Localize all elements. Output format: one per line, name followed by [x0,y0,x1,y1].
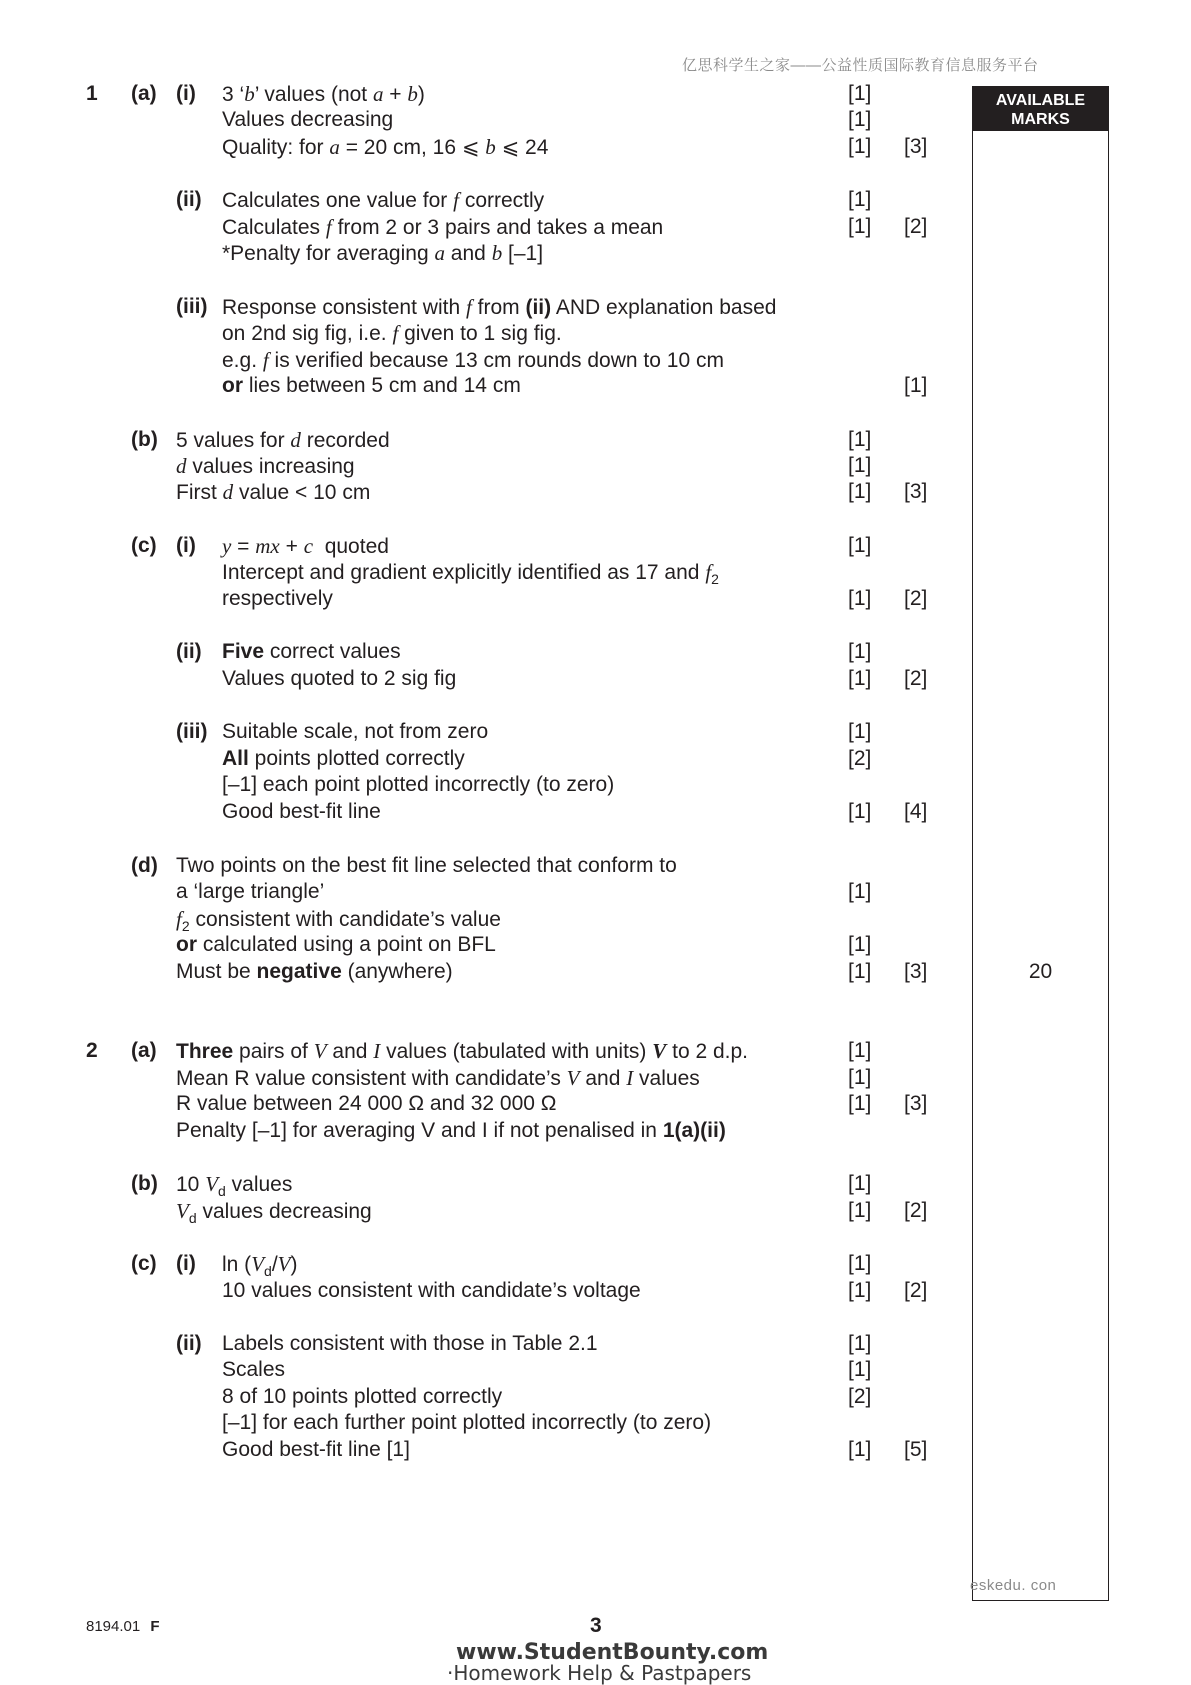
sub-question-label: (d) [131,854,158,877]
available-marks-total: 20 [1028,960,1053,983]
mark-criterion-text: Calculates f from 2 or 3 pairs and takes a mean [222,215,664,239]
mark-criterion-text: on 2nd sig fig, i.e. f given to 1 sig fig. [222,321,562,345]
mark-criterion-text: [–1] for each further point plotted incorrectly (to zero) [222,1411,712,1434]
criterion-mark: [1] [848,1066,872,1089]
criterion-mark: [1] [848,188,872,211]
mark-criterion-text: y = mx + c quoted [222,534,389,558]
mark-criterion-text: 3 ‘b’ values (not a + b) [222,82,425,106]
mark-criterion-text: Suitable scale, not from zero [222,720,489,743]
criterion-mark: [1] [848,1279,872,1302]
watermark-top: 亿思科学生之家——公益性质国际教育信息服务平台 [682,57,1039,74]
criterion-mark: [1] [848,960,872,983]
mark-criterion-text: *Penalty for averaging a and b [–1] [222,241,544,265]
criterion-mark: [1] [848,135,872,158]
criterion-mark: [1] [848,1358,872,1381]
mark-criterion-text: Must be negative (anywhere) [176,960,453,983]
mark-criterion-text: 10 values consistent with candidate’s voltage [222,1279,641,1302]
mark-criterion-text: Scales [222,1358,286,1381]
watermark-bottom: eskedu. con [970,1577,1057,1594]
part-total-mark: [3] [904,480,928,503]
mark-criterion-text: d values increasing [176,454,355,478]
part-total-mark: [3] [904,1092,928,1115]
criterion-mark: [2] [848,1385,872,1408]
criterion-mark: [1] [848,1039,872,1062]
criterion-mark: [1] [848,480,872,503]
page-number: 3 [590,1614,602,1637]
criterion-mark: [1] [848,108,872,131]
mark-criterion-text: Calculates one value for f correctly [222,188,545,212]
part-label: (iii) [176,720,208,743]
part-total-mark: [2] [904,215,928,238]
criterion-mark: [1] [848,587,872,610]
criterion-mark: [1] [848,1092,872,1115]
part-total-mark: [3] [904,960,928,983]
mark-criterion-text: Good best-fit line [1] [222,1438,410,1461]
mark-criterion-text: Good best-fit line [222,800,381,823]
mark-criterion-text: [–1] each point plotted incorrectly (to zero) [222,773,615,796]
criterion-mark: [1] [848,1172,872,1195]
criterion-mark: [1] [848,1332,872,1355]
part-label: (i) [176,534,196,557]
criterion-mark: [1] [848,215,872,238]
part-label: (i) [176,82,196,105]
mark-criterion-text: or lies between 5 cm and 14 cm [222,374,521,397]
part-label: (ii) [176,188,202,211]
criterion-mark: [1] [848,1199,872,1222]
mark-criterion-text: Intercept and gradient explicitly identified as 17 and $f_2$ [222,560,719,588]
mark-criterion-text: Values decreasing [222,108,394,131]
question-number: 1 [86,82,98,105]
criterion-mark: [1] [848,534,872,557]
part-label: (iii) [176,295,208,318]
paper-code [86,1618,160,1635]
criterion-mark: [1] [848,720,872,743]
part-total-mark: [2] [904,667,928,690]
part-total-mark: [3] [904,135,928,158]
criterion-mark: [1] [848,800,872,823]
studentbounty-logo-tagline: ·Homework Help & Pastpapers [447,1661,752,1685]
mark-criterion-text: e.g. f is verified because 13 cm rounds down to 10 cm [222,348,724,372]
criterion-mark: [1] [848,667,872,690]
mark-criterion-text: Quality: for a = 20 cm, 16 ⩽ b ⩽ 24 [222,135,549,159]
sub-question-label: (a) [131,1039,157,1062]
question-number: 2 [86,1039,98,1062]
mark-criterion-text: Two points on the best fit line selected that conform to [176,854,677,877]
criterion-mark: [2] [848,747,872,770]
part-total-mark: [2] [904,587,928,610]
mark-criterion-text: $f_2$ consistent with candidate’s value [176,907,501,935]
part-label: (ii) [176,640,202,663]
criterion-mark: [1] [848,933,872,956]
mark-criterion-text: First d value < 10 cm [176,480,371,504]
part-total-mark: [2] [904,1279,928,1302]
criterion-mark: [1] [848,880,872,903]
mark-criterion-text: Labels consistent with those in Table 2.1 [222,1332,598,1355]
mark-criterion-text: a ‘large triangle’ [176,880,325,903]
mark-criterion-text: 5 values for d recorded [176,428,390,452]
mark-criterion-text: respectively [222,587,333,610]
criterion-mark: [1] [848,82,872,105]
studentbounty-logo-url: www.StudentBounty.com [456,1640,769,1665]
part-total-mark: [1] [904,374,928,397]
sub-question-label: (c) [131,534,157,557]
available-marks-header: AVAILABLE MARKS [973,87,1108,131]
sub-question-label: (c) [131,1252,157,1275]
available-marks-column [972,86,1109,1601]
mark-criterion-text: Mean R value consistent with candidate’s V and I values [176,1066,700,1090]
mark-criterion-text: or calculated using a point on BFL [176,933,496,956]
part-total-mark: [4] [904,800,928,823]
part-total-mark: [2] [904,1199,928,1222]
mark-criterion-text: Penalty [–1] for averaging V and I if not penalised in 1(a)(ii) [176,1119,726,1142]
mark-criterion-text: Three pairs of V and I values (tabulated with units) V to 2 d.p. [176,1039,749,1063]
mark-criterion-text: All points plotted correctly [222,747,465,770]
mark-criterion-text: Five correct values [222,640,401,663]
criterion-mark: [1] [848,640,872,663]
mark-criterion-text: Values quoted to 2 sig fig [222,667,457,690]
mark-criterion-text: 8 of 10 points plotted correctly [222,1385,503,1408]
part-total-mark: [5] [904,1438,928,1461]
mark-criterion-text: Response consistent with f from (ii) AND explanation based [222,295,777,319]
sub-question-label: (b) [131,1172,158,1195]
part-label: (ii) [176,1332,202,1355]
criterion-mark: [1] [848,1252,872,1275]
part-label: (i) [176,1252,196,1275]
criterion-mark: [1] [848,428,872,451]
mark-criterion-text: 10 $V_d$ values [176,1172,293,1200]
paper-code-suffix: F [150,1618,160,1635]
paper-code-number: 8194.01 [86,1618,141,1635]
mark-criterion-text: $\ln (V_d/V)$ [222,1252,298,1280]
criterion-mark: [1] [848,454,872,477]
sub-question-label: (a) [131,82,157,105]
mark-criterion-text: $V_d$ values decreasing [176,1199,372,1227]
criterion-mark: [1] [848,1438,872,1461]
mark-criterion-text: R value between 24 000 Ω and 32 000 Ω [176,1092,557,1115]
sub-question-label: (b) [131,428,158,451]
